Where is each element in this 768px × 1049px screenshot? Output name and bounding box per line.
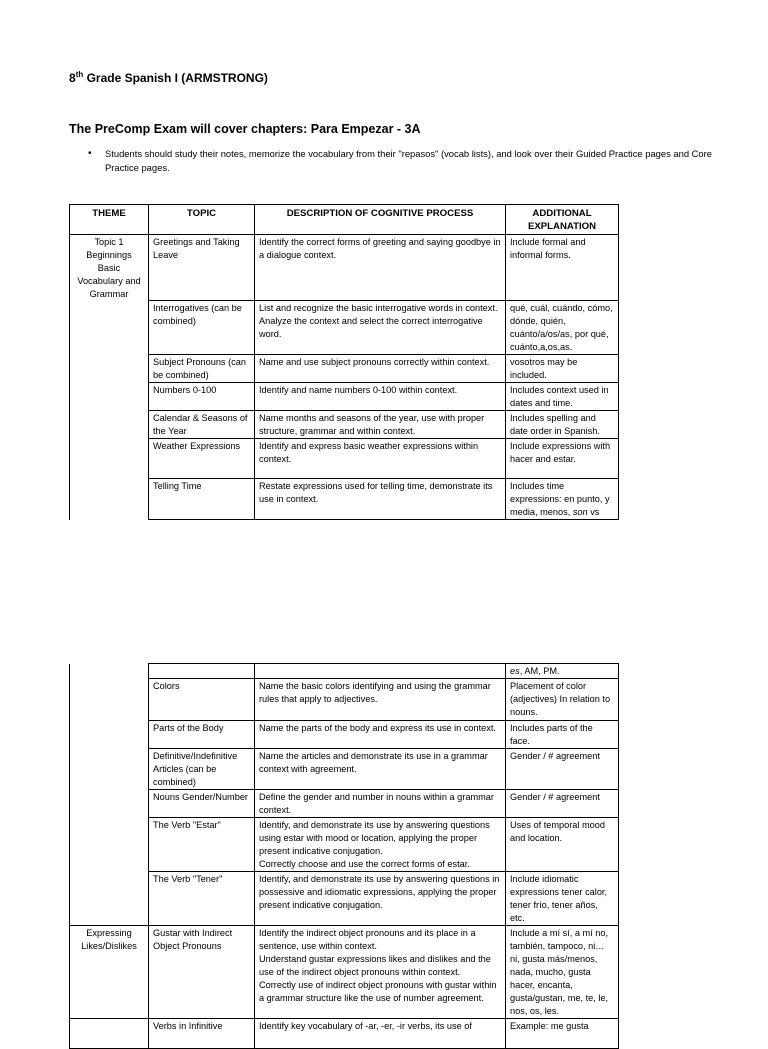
description-cell: Name the parts of the body and express its use in context. [255, 721, 506, 749]
topic-cell: Calendar & Seasons of the Year [149, 411, 255, 439]
explanation-cell: Includes spelling and date order in Spanish. [506, 411, 619, 439]
theme-cell [70, 1019, 149, 1049]
theme-cell: Topic 1 Beginnings Basic Vocabulary and Grammar [70, 235, 149, 520]
topic-cell: Colors [149, 679, 255, 721]
explanation-cell: es, AM, PM. [506, 664, 619, 679]
table-row [70, 749, 619, 790]
topic-cell [149, 664, 255, 679]
topic-cell: The Verb "Estar" [149, 818, 255, 872]
topic-cell: Subject Pronouns (can be combined) [149, 355, 255, 383]
topic-cell: Verbs in Infinitive [149, 1019, 255, 1049]
exam-topics-table-part1 [69, 204, 619, 520]
explanation-cell: Include a mí sí, a mí no, también, tampoco, ni… ni, gusta más/menos, nada, mucho, gusta hacer, encanta, gusta/gustan, me, te, le, nos, os, les. [506, 926, 619, 1019]
description-cell: Name months and seasons of the year, use with proper structure, grammar and within context. [255, 411, 506, 439]
explanation-cell: Gender / # agreement [506, 790, 619, 818]
description-cell [255, 664, 506, 679]
description-cell: Identify and name numbers 0-100 within context. [255, 383, 506, 411]
description-cell: Identify, and demonstrate its use by answering questions using estar with mood or location, applying the proper present indicative conjugation. Correctly choose and use the correct forms of estar. [255, 818, 506, 872]
header-theme: THEME [70, 205, 149, 235]
table-row [70, 383, 619, 411]
description-cell: List and recognize the basic interrogative words in context. Analyze the context and select the correct interrogative word. [255, 301, 506, 355]
explanation-cell: Uses of temporal mood and location. [506, 818, 619, 872]
topic-cell: Greetings and Taking Leave [149, 235, 255, 301]
topic-cell: Weather Expressions [149, 439, 255, 479]
header-explanation: ADDITIONAL EXPLANATION [506, 205, 619, 235]
exam-topics-table-part2 [69, 663, 619, 1049]
topic-cell: Parts of the Body [149, 721, 255, 749]
explanation-cell: Include formal and informal forms. [506, 235, 619, 301]
table-row [70, 411, 619, 439]
explanation-cell: vosotros may be included. [506, 355, 619, 383]
table-row [70, 926, 619, 1019]
table-row [70, 721, 619, 749]
topic-cell: Gustar with Indirect Object Pronouns [149, 926, 255, 1019]
table-row [70, 355, 619, 383]
topic-cell: Telling Time [149, 479, 255, 520]
table-row [70, 872, 619, 926]
explanation-cell: Includes parts of the face. [506, 721, 619, 749]
explanation-cell: Placement of color (adjectives) In relation to nouns. [506, 679, 619, 721]
table-row [70, 235, 619, 301]
description-cell: Restate expressions used for telling time, demonstrate its use in context. [255, 479, 506, 520]
description-cell: Name the basic colors identifying and using the grammar rules that apply to adjectives. [255, 679, 506, 721]
topic-cell: Definitive/Indefinitive Articles (can be combined) [149, 749, 255, 790]
table-row [70, 439, 619, 479]
explanation-cell: Gender / # agreement [506, 749, 619, 790]
description-cell: Identify key vocabulary of -ar, -er, -ir verbs, its use of [255, 1019, 506, 1049]
header-description: DESCRIPTION OF COGNITIVE PROCESS [255, 205, 506, 235]
explanation-cell: qué, cuál, cuándo, cómo, dónde, quién, cuánto/a/os/as, por qué, cuánto,a,os,as. [506, 301, 619, 355]
page-title: 8th Grade Spanish I (ARMSTRONG) [69, 70, 268, 85]
table-row [70, 664, 619, 679]
exam-coverage-heading: The PreComp Exam will cover chapters: Para Empezar - 3A [69, 122, 421, 136]
table-row [70, 479, 619, 520]
theme-cell: Expressing Likes/Dislikes [70, 926, 149, 1019]
description-cell: Identify the correct forms of greeting and saying goodbye in a dialogue context. [255, 235, 506, 301]
explanation-cell: Includes context used in dates and time. [506, 383, 619, 411]
table-row [70, 818, 619, 872]
theme-cell [70, 664, 149, 926]
explanation-cell: Include expressions with hacer and estar. [506, 439, 619, 479]
description-cell: Name and use subject pronouns correctly within context. [255, 355, 506, 383]
table-row [70, 1019, 619, 1049]
table-row [70, 679, 619, 721]
description-cell: Identify the indirect object pronouns and its place in a sentence, use within context. Understand gustar expressions likes and dislikes and the use of the indirect object pronouns within context. Correctly use of indirect object pronouns with gustar within a grammar structure like the use of number agreement. [255, 926, 506, 1019]
table-row [70, 790, 619, 818]
topic-cell: The Verb "Tener" [149, 872, 255, 926]
explanation-cell: Include idiomatic expressions tener calor, tener frío, tener años, etc. [506, 872, 619, 926]
explanation-cell: Includes time expressions: en punto, y media, menos, son vs [506, 479, 619, 520]
explanation-cell: Example: me gusta [506, 1019, 619, 1049]
description-cell: Define the gender and number in nouns within a grammar context. [255, 790, 506, 818]
study-instructions [88, 147, 728, 175]
header-topic: TOPIC [149, 205, 255, 235]
bullet-item: • Students should study their notes, memorize the vocabulary from their "repasos" (vocab lists), and look over their Guided Practice pages and Core Practice pages. [88, 147, 728, 175]
description-cell: Identify, and demonstrate its use by answering questions in possessive and idiomatic expressions, applying the proper present indicative conjugation. [255, 872, 506, 926]
description-cell: Identify and express basic weather expressions within context. [255, 439, 506, 479]
topic-cell: Nouns Gender/Number [149, 790, 255, 818]
table-row [70, 301, 619, 355]
description-cell: Name the articles and demonstrate its use in a grammar context with agreement. [255, 749, 506, 790]
topic-cell: Numbers 0-100 [149, 383, 255, 411]
topic-cell: Interrogatives (can be combined) [149, 301, 255, 355]
